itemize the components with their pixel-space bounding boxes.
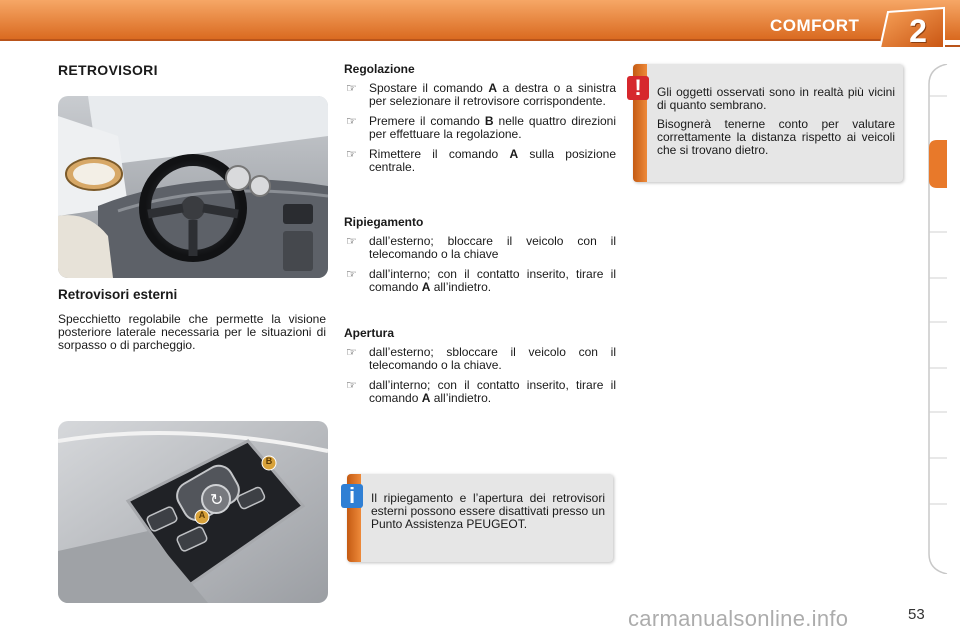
callout-b: B (265, 456, 273, 466)
regolazione-item-text: a destra o a sinistra per selezionare il retrovisore corrispondente. (369, 81, 616, 108)
svg-text:↻: ↻ (210, 490, 224, 509)
ripiegamento-item-text: dall’interno; con il contatto inserito, tirare il comando (369, 267, 616, 294)
apertura-item (344, 346, 616, 372)
page-header (0, 0, 960, 48)
ripiegamento-heading: Ripiegamento (344, 215, 424, 229)
regolazione-section (344, 63, 616, 181)
warning-box (633, 64, 903, 182)
apertura-item-text: all’indietro. (430, 391, 492, 405)
regolazione-heading: Regolazione (344, 62, 415, 76)
control-key: A (421, 391, 431, 405)
apertura-section (344, 327, 616, 412)
watermark: carmanualsonline.info (628, 606, 849, 631)
warning-icon: ! (627, 76, 649, 100)
ripiegamento-section (344, 216, 616, 301)
pointing-hand-icon: ☞ (346, 234, 357, 248)
regolazione-item-text: Spostare il comando (369, 81, 489, 95)
subsection-title: Retrovisori esterni (58, 287, 178, 302)
door-controls-photo (58, 421, 328, 603)
info-note-box (347, 474, 613, 562)
ripiegamento-item (344, 235, 616, 261)
control-key: A (488, 81, 497, 95)
warning-text-1: Gli oggetti osservati sono in realtà più vicini di quanto sembrano. (657, 85, 895, 112)
car-interior-photo (58, 96, 328, 278)
control-key: A (421, 280, 431, 294)
apertura-item-text: dall’esterno; sbloccare il veicolo con il telecomando o la chiave. (369, 345, 616, 372)
pointing-hand-icon: ☞ (346, 345, 357, 359)
regolazione-item-text: Rimettere il comando (369, 147, 510, 161)
regolazione-item (344, 148, 616, 174)
page-number: 53 (908, 606, 925, 623)
pointing-hand-icon: ☞ (346, 81, 357, 95)
ripiegamento-item-text: all’indietro. (430, 280, 492, 294)
regolazione-item (344, 82, 616, 108)
control-key: A (509, 147, 519, 161)
callout-a: A (198, 510, 206, 520)
chapter-number: 2 (909, 13, 927, 48)
chapter-title: COMFORT (770, 16, 860, 35)
pointing-hand-icon: ☞ (346, 147, 357, 161)
regolazione-item-text: Premere il comando (369, 114, 485, 128)
section-title: RETROVISORI (58, 62, 158, 78)
apertura-item (344, 379, 616, 405)
apertura-heading: Apertura (344, 326, 395, 340)
chapter-tabs (927, 64, 949, 574)
warning-text-2: Bisognerà tenerne conto per valutare correttamente la distanza rispetto ai veicoli che si trovano dietro. (657, 117, 895, 157)
pointing-hand-icon: ☞ (346, 114, 357, 128)
regolazione-item-text: sulla posizione centrale. (369, 147, 616, 174)
regolazione-item (344, 115, 616, 141)
control-key: B (484, 114, 494, 128)
ripiegamento-item-text: dall’esterno; bloccare il veicolo con il telecomando o la chiave (369, 234, 616, 261)
regolazione-item-text: nelle quattro direzioni per effettuare la regolazione. (369, 114, 617, 141)
ripiegamento-item (344, 268, 616, 294)
pointing-hand-icon: ☞ (346, 378, 357, 392)
mirror-description: Specchietto regolabile che permette la visione posteriore laterale necessaria per le situazioni di sorpasso o di parcheggio. (58, 312, 326, 352)
apertura-item-text: dall’interno; con il contatto inserito, tirare il comando (369, 378, 616, 405)
info-icon: i (341, 484, 363, 508)
info-note-text: Il ripiegamento e l’apertura dei retrovisori esterni possono essere disattivati presso un Punto Assistenza PEUGEOT. (371, 491, 605, 531)
pointing-hand-icon: ☞ (346, 267, 357, 281)
